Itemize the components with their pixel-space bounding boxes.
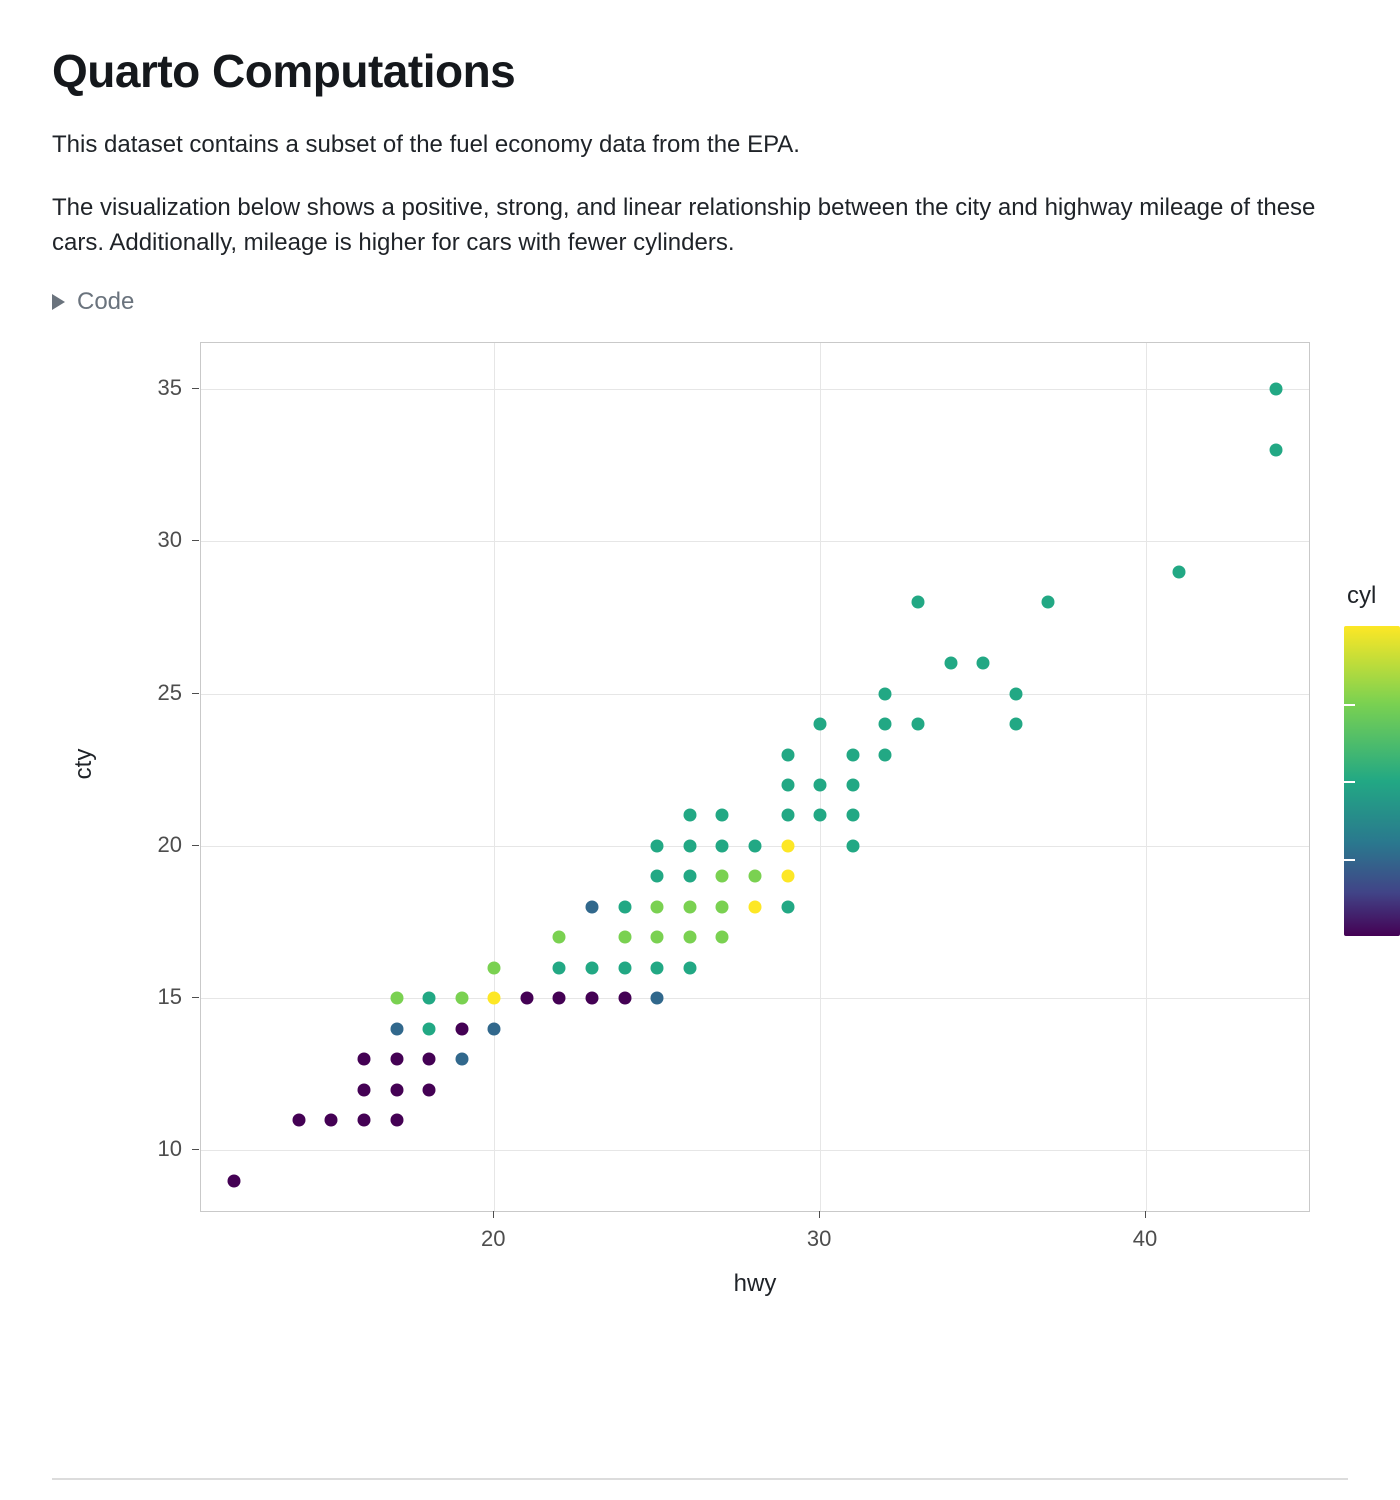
scatter-point [846, 809, 859, 822]
scatter-point [781, 900, 794, 913]
scatter-point [846, 779, 859, 792]
y-axis-tick-label: 35 [157, 375, 182, 401]
scatter-point [749, 900, 762, 913]
scatter-point [879, 718, 892, 731]
scatter-point [749, 839, 762, 852]
y-axis-tick-label: 20 [157, 831, 182, 857]
scatter-point [814, 809, 827, 822]
plot-panel [200, 342, 1310, 1212]
y-axis-tick-mark [192, 1149, 199, 1150]
intro-paragraph-1: This dataset contains a subset of the fuel economy data from the EPA. [52, 131, 800, 158]
scatter-point [651, 992, 664, 1005]
legend-tick-mark [1344, 859, 1355, 861]
scatter-point [651, 931, 664, 944]
scatter-point [651, 870, 664, 883]
x-axis-tick-label: 30 [806, 1226, 832, 1252]
scatter-point [618, 961, 631, 974]
scatter-point [879, 748, 892, 761]
scatter-point [423, 1053, 436, 1066]
scatter-point [618, 992, 631, 1005]
y-axis-tick-label: 30 [157, 527, 182, 553]
x-axis-tick-mark [1145, 1211, 1146, 1218]
scatter-point [325, 1114, 338, 1127]
scatter-point [814, 718, 827, 731]
scatter-point [781, 809, 794, 822]
scatter-point [618, 900, 631, 913]
scatter-point [390, 1083, 403, 1096]
scatter-point [846, 748, 859, 761]
scatter-point [292, 1114, 305, 1127]
scatter-point [716, 900, 729, 913]
scatter-point [911, 718, 924, 731]
scatter-point [390, 1114, 403, 1127]
scatter-point [423, 1022, 436, 1035]
scatter-point [1172, 565, 1185, 578]
scatter-point [683, 839, 696, 852]
scatter-point [390, 1053, 403, 1066]
scatter-point [390, 1022, 403, 1035]
scatter-point [455, 992, 468, 1005]
scatter-point [683, 961, 696, 974]
scatter-point [455, 1022, 468, 1035]
gridline-horizontal [201, 389, 1309, 390]
scatter-point [423, 1083, 436, 1096]
scatter-point [227, 1174, 240, 1187]
y-axis-tick-label: 25 [157, 679, 182, 705]
triangle-right-icon [52, 294, 65, 310]
legend-tick-mark [1344, 704, 1355, 706]
x-axis-tick-label: 20 [481, 1226, 506, 1252]
scatter-point [553, 931, 566, 944]
scatter-point [846, 839, 859, 852]
legend-title: cyl [1347, 582, 1377, 610]
code-toggle-label: Code [77, 288, 135, 316]
x-axis-tick-mark [819, 1211, 820, 1218]
scatter-point [781, 839, 794, 852]
y-axis-tick-mark [192, 845, 199, 846]
x-axis-label: hwy [733, 1270, 777, 1298]
gridline-vertical [1146, 343, 1147, 1211]
page-title: Quarto Computations [52, 45, 516, 97]
scatter-point [1009, 718, 1022, 731]
gridline-horizontal [201, 694, 1309, 695]
y-axis-tick-mark [192, 388, 199, 389]
scatter-plot-figure [52, 334, 1377, 1314]
scatter-point [1042, 596, 1055, 609]
scatter-point [814, 779, 827, 792]
scatter-point [553, 961, 566, 974]
gridline-horizontal [201, 541, 1309, 542]
legend-tick-mark [1344, 781, 1355, 783]
scatter-point [520, 992, 533, 1005]
scatter-point [357, 1114, 370, 1127]
x-axis-tick-label: 40 [1132, 1226, 1158, 1252]
code-disclosure-toggle[interactable] [52, 288, 134, 316]
scatter-point [651, 900, 664, 913]
scatter-point [683, 809, 696, 822]
scatter-point [716, 839, 729, 852]
scatter-point [716, 809, 729, 822]
scatter-point [781, 748, 794, 761]
scatter-point [357, 1083, 370, 1096]
scatter-point [651, 839, 664, 852]
scatter-point [1009, 687, 1022, 700]
scatter-point [683, 931, 696, 944]
scatter-point [944, 657, 957, 670]
scatter-point [911, 596, 924, 609]
gridline-horizontal [201, 998, 1309, 999]
scatter-point [618, 931, 631, 944]
scatter-point [390, 992, 403, 1005]
y-axis-tick-mark [192, 693, 199, 694]
scatter-point [977, 657, 990, 670]
scatter-point [716, 931, 729, 944]
scatter-point [488, 992, 501, 1005]
scatter-point [586, 992, 599, 1005]
gridline-horizontal [201, 1150, 1309, 1151]
scatter-point [683, 870, 696, 883]
scatter-point [586, 900, 599, 913]
y-axis-tick-mark [192, 540, 199, 541]
scatter-point [488, 1022, 501, 1035]
gridline-vertical [494, 343, 495, 1211]
y-axis-tick-mark [192, 997, 199, 998]
scatter-point [357, 1053, 370, 1066]
scatter-point [1270, 443, 1283, 456]
scatter-point [781, 779, 794, 792]
y-axis-tick-label: 10 [157, 1136, 182, 1162]
scatter-point [651, 961, 664, 974]
scatter-point [781, 870, 794, 883]
scatter-point [1270, 383, 1283, 396]
gridline-vertical [820, 343, 821, 1211]
scatter-point [879, 687, 892, 700]
scatter-point [553, 992, 566, 1005]
y-axis-tick-label: 15 [157, 984, 182, 1010]
scatter-point [423, 992, 436, 1005]
scatter-point [488, 961, 501, 974]
footer-divider [52, 1478, 1348, 1480]
x-axis-tick-mark [493, 1211, 494, 1218]
scatter-point [749, 870, 762, 883]
scatter-point [716, 870, 729, 883]
intro-paragraph-2: The visualization below shows a positive, strong, and linear relationship between the city and highway mileage of these cars. Additionally, mileage is higher for cars with fewer cylinders. [52, 193, 1316, 256]
scatter-point [586, 961, 599, 974]
scatter-point [683, 900, 696, 913]
scatter-point [455, 1053, 468, 1066]
y-axis-label: cty [70, 749, 97, 780]
